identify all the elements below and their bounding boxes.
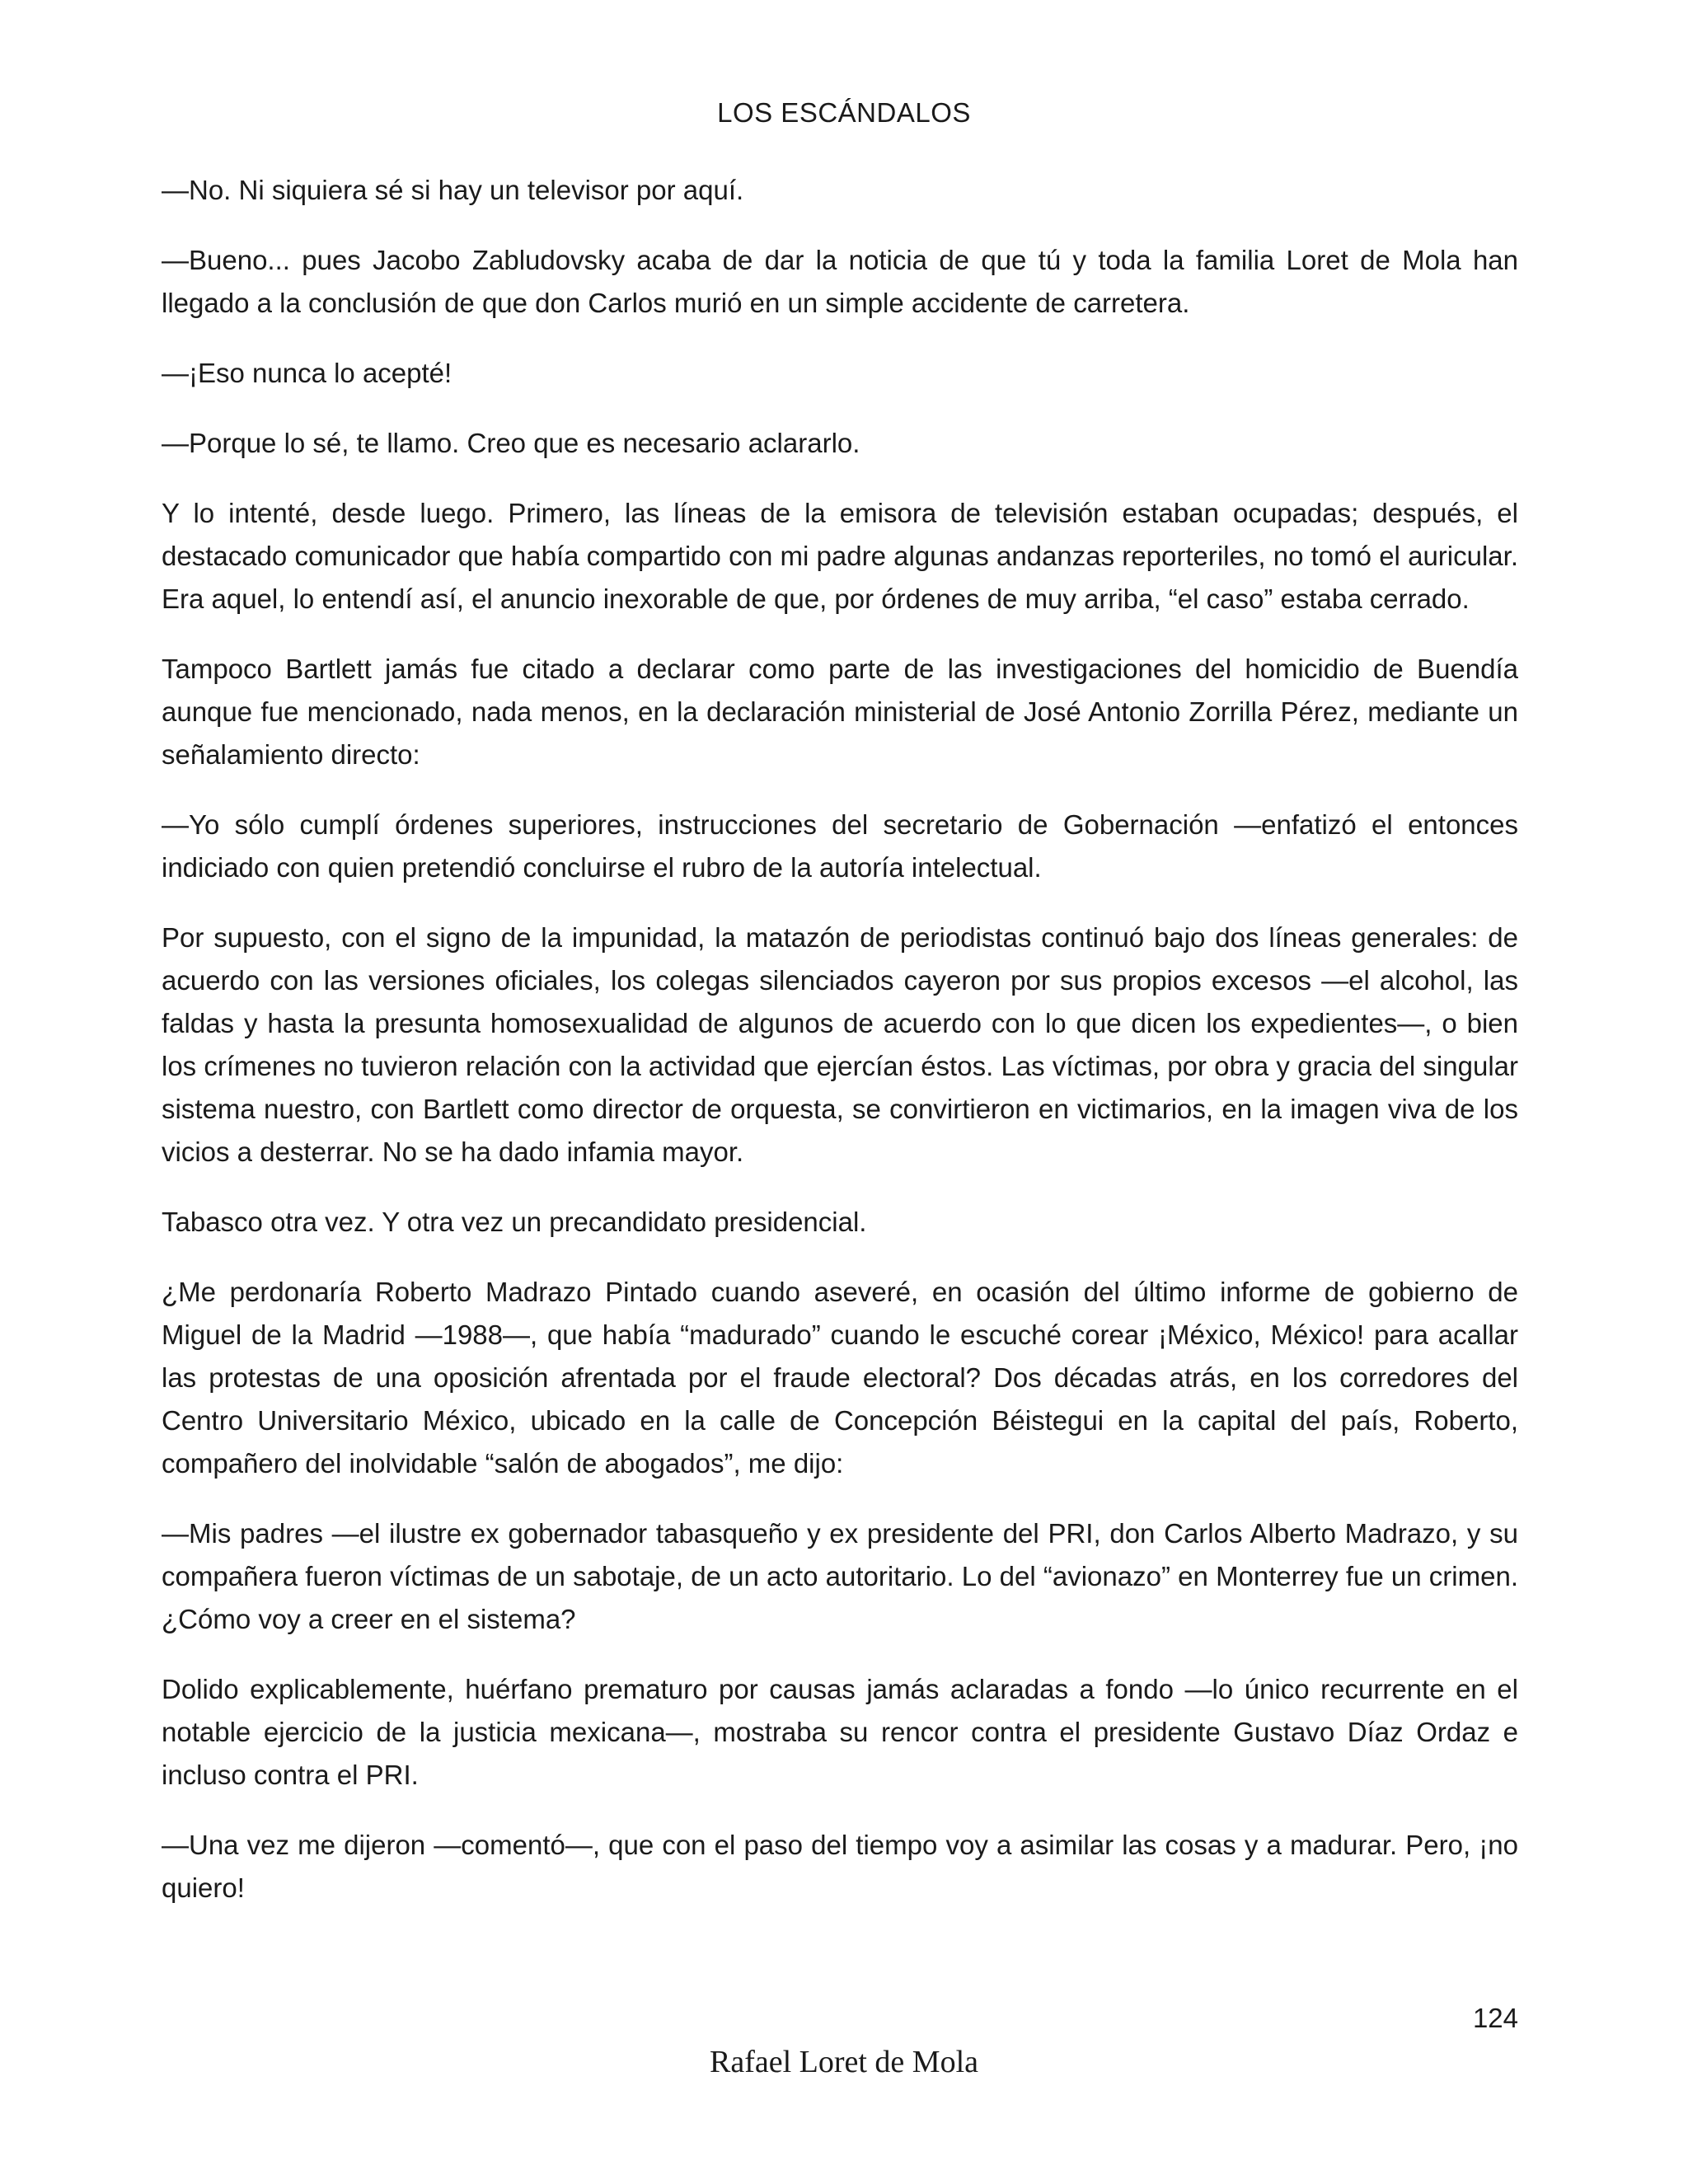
paragraph: ¿Me perdonaría Roberto Madrazo Pintado cuando aseveré, en ocasión del último informe de gobierno de Miguel de la Madrid —1988—, que había “madurado” cuando le escuché corear ¡México, México! para acallar las protestas de una oposición afrentada por el fraude electoral? Dos décadas atrás, en los corredores del Centro Universitario México, ubicado en la calle de Concepción Béistegui en la capital del país, Roberto, compañero del inolvidable “salón de abogados”, me dijo: (162, 1277, 1518, 1479)
body-text (162, 169, 1518, 1937)
paragraph: —Porque lo sé, te llamo. Creo que es necesario aclararlo. (162, 428, 860, 458)
paragraph: Por supuesto, con el signo de la impunidad, la matazón de periodistas continuó bajo dos líneas generales: de acuerdo con las versiones oficiales, los colegas silenciados cayeron por sus propios excesos —el alcohol, las faldas y hasta la presunta homosexualidad de algunos de acuerdo con lo que dicen los expedientes—, o bien los crímenes no tuvieron relación con la actividad que ejercían éstos. Las víctimas, por obra y gracia del singular sistema nuestro, con Bartlett como director de orquesta, se convirtieron en victimarios, en la imagen viva de los vicios a desterrar. No se ha dado infamia mayor. (162, 922, 1518, 1167)
page-number: 124 (1472, 2003, 1518, 2033)
paragraph: —Bueno... pues Jacobo Zabludovsky acaba de dar la noticia de que tú y toda la familia Loret de Mola han llegado a la conclusión de que don Carlos murió en un simple accidente de carretera. (162, 245, 1518, 318)
paragraph: Y lo intenté, desde luego. Primero, las líneas de la emisora de televisión estaban ocupadas; después, el destacado comunicador que había compartido con mi padre algunas andanzas reporteriles, no tomó el auricular. Era aquel, lo entendí así, el anuncio inexorable de que, por órdenes de muy arriba, “el caso” estaba cerrado. (162, 498, 1518, 614)
paragraph: Tabasco otra vez. Y otra vez un precandidato presidencial. (162, 1207, 867, 1237)
paragraph: —Una vez me dijeron —comentó—, que con el paso del tiempo voy a asimilar las cosas y a madurar. Pero, ¡no quiero! (162, 1830, 1518, 1903)
paragraph: Dolido explicablemente, huérfano prematuro por causas jamás aclaradas a fondo —lo único recurrente en el notable ejercicio de la justicia mexicana—, mostraba su rencor contra el presidente Gustavo Díaz Ordaz e incluso contra el PRI. (162, 1674, 1518, 1790)
paragraph: Tampoco Bartlett jamás fue citado a declarar como parte de las investigaciones del homicidio de Buendía aunque fue mencionado, nada menos, en la declaración ministerial de José Antonio Zorrilla Pérez, mediante un señalamiento directo: (162, 654, 1518, 770)
running-header: LOS ESCÁNDALOS (717, 97, 971, 128)
paragraph: —Mis padres —el ilustre ex gobernador tabasqueño y ex presidente del PRI, don Carlos Alberto Madrazo, y su compañera fueron víctimas de un sabotaje, de un acto autoritario. Lo del “avionazo” en Monterrey fue un crimen. ¿Cómo voy a creer en el sistema? (162, 1518, 1518, 1634)
paragraph: —No. Ni siquiera sé si hay un televisor por aquí. (162, 175, 744, 205)
running-footer-author: Rafael Loret de Mola (709, 2045, 979, 2079)
paragraph: —¡Eso nunca lo acepté! (162, 358, 452, 388)
paragraph: —Yo sólo cumplí órdenes superiores, instrucciones del secretario de Gobernación —enfatizó el entonces indiciado con quien pretendió concluirse el rubro de la autoría intelectual. (162, 809, 1518, 883)
